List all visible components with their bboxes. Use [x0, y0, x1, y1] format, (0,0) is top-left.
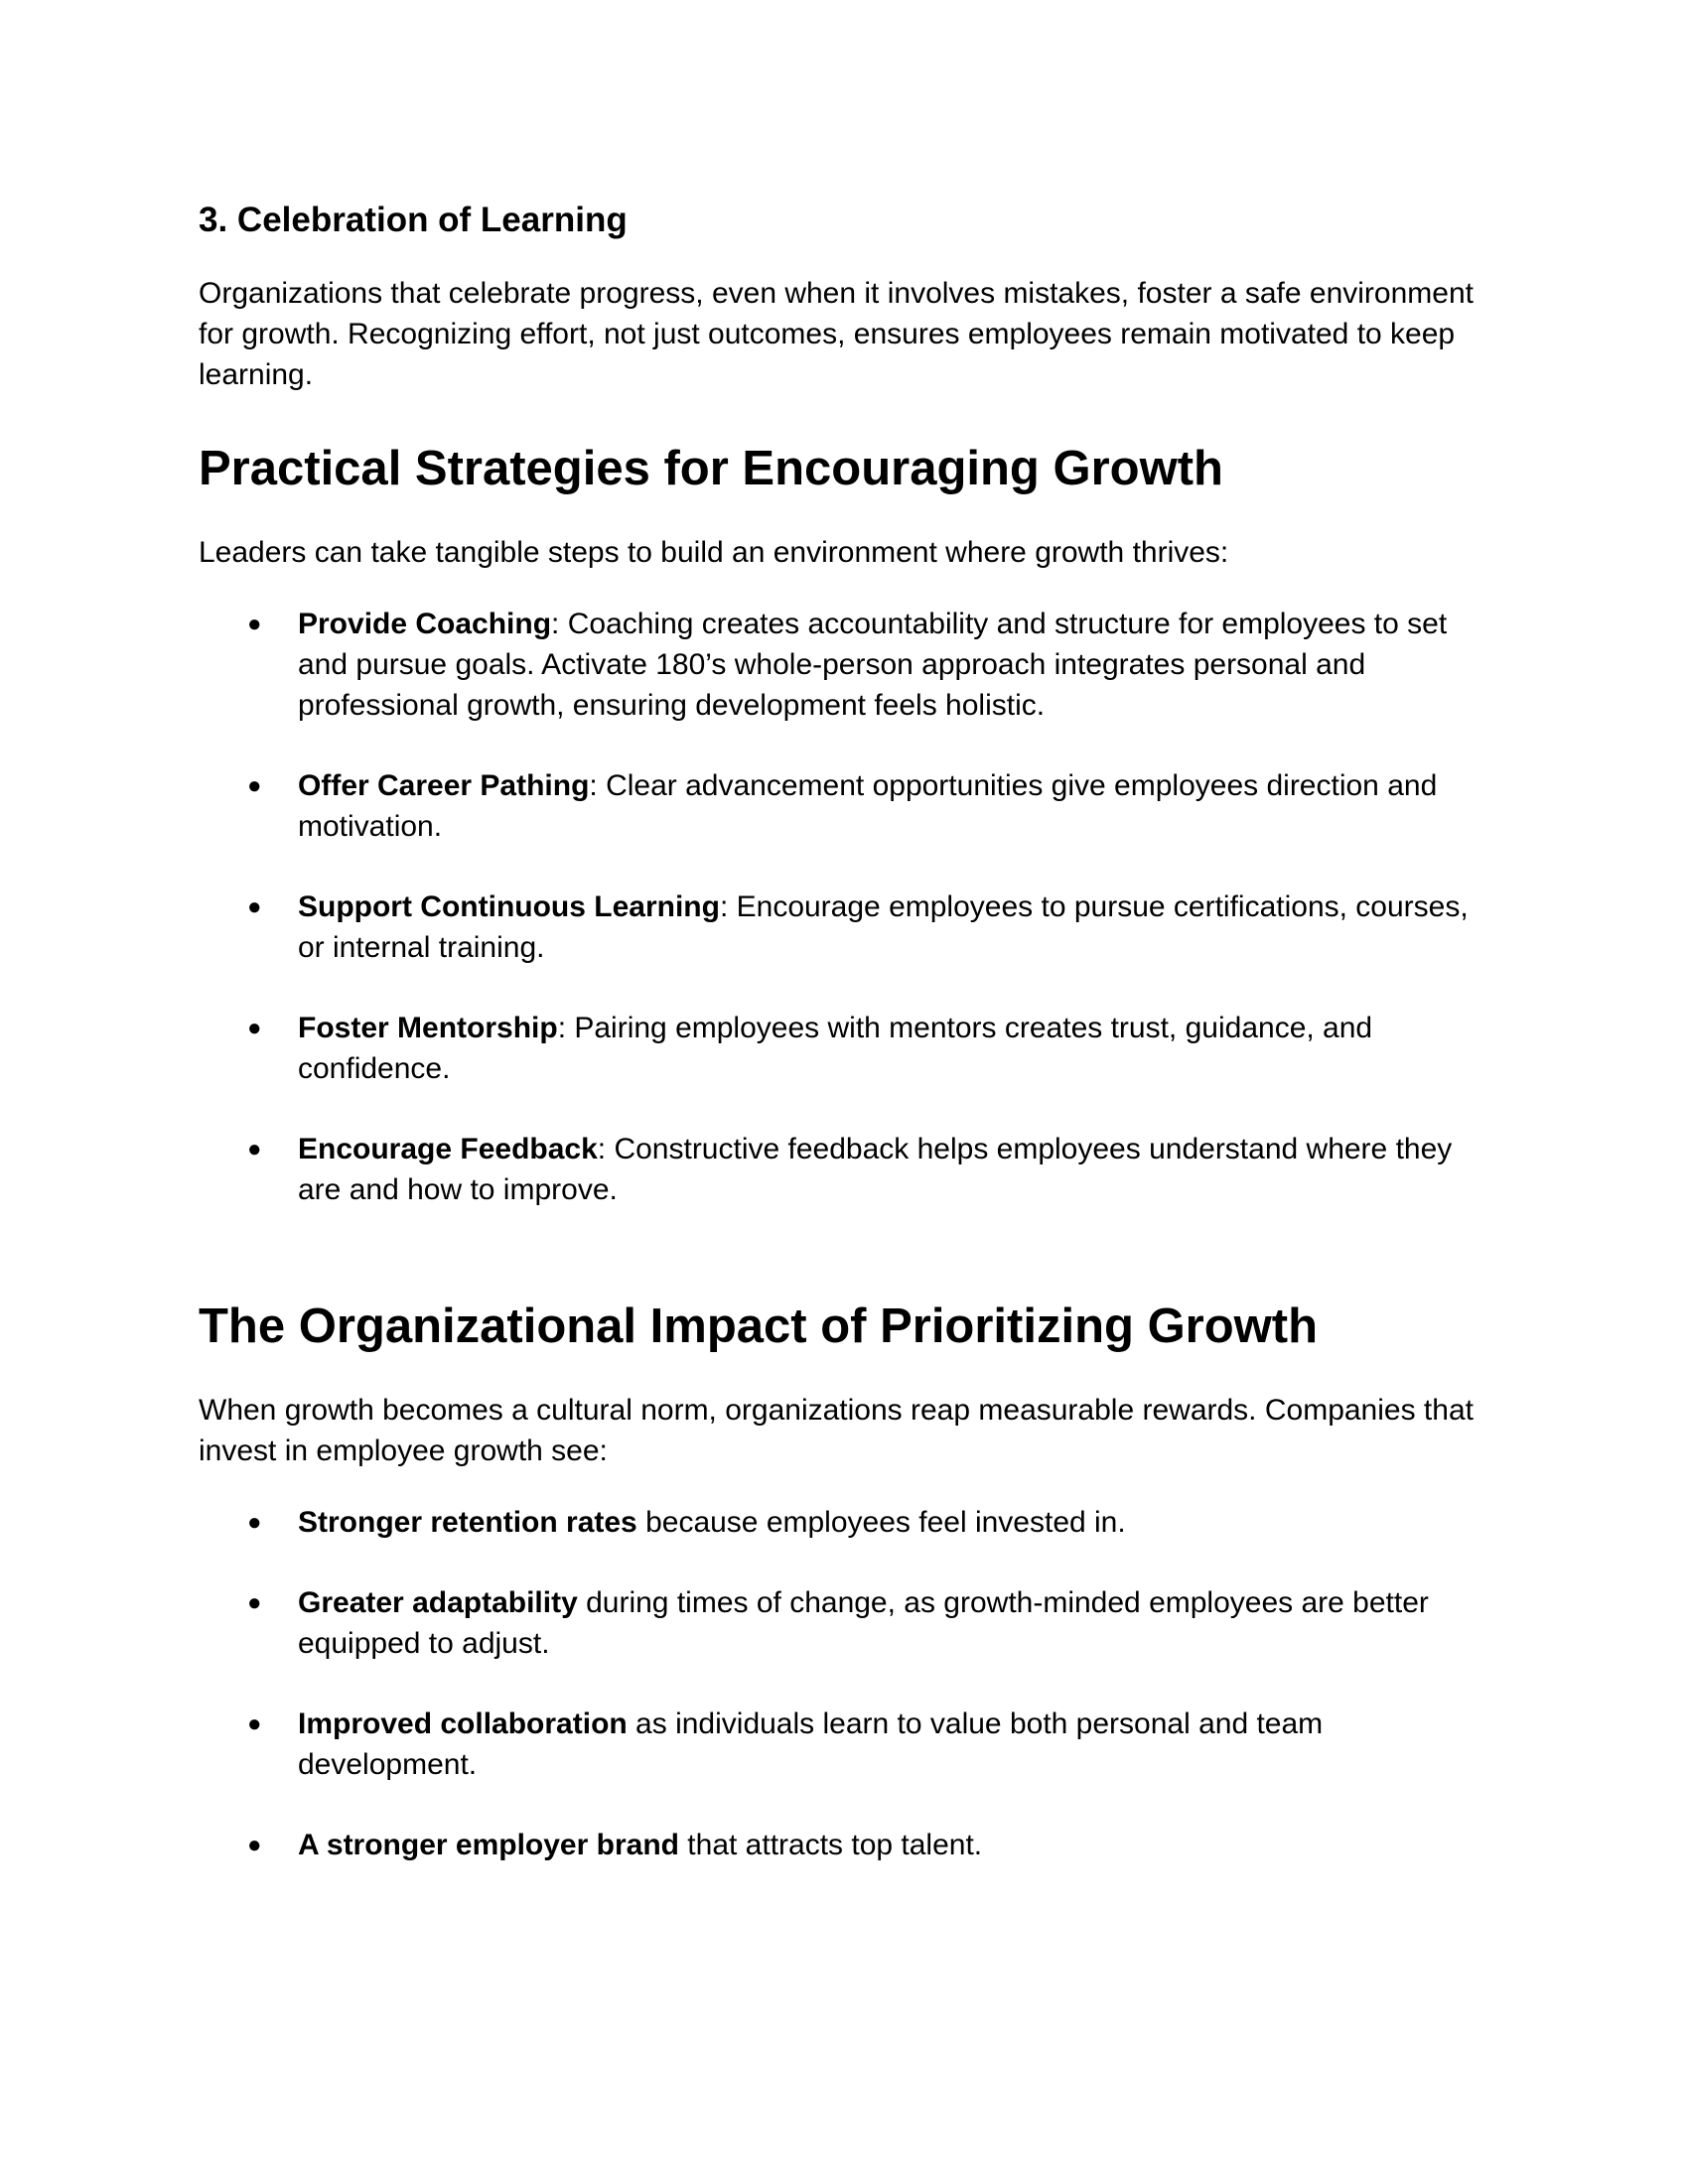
list-item-text: during times of change, as growth-minded employees are better equipped to adjust.	[298, 1586, 1429, 1660]
list-item	[199, 1008, 1489, 1089]
celebration-heading: 3. Celebration of Learning	[199, 201, 628, 239]
list-item	[199, 1502, 1489, 1543]
list-item	[199, 1582, 1489, 1664]
list-item-text: : Pairing employees with mentors creates trust, guidance, and confidence.	[298, 1012, 1373, 1085]
list-item-term: Provide Coaching	[298, 608, 552, 640]
list-item-term: Foster Mentorship	[298, 1012, 558, 1044]
impact-intro: When growth becomes a cultural norm, organizations reap measurable rewards. Companies that invest in employee growth see:	[199, 1394, 1474, 1467]
list-item-text: : Constructive feedback helps employees understand where they are and how to improve.	[298, 1133, 1453, 1206]
list-item-term: A stronger employer brand	[298, 1829, 679, 1861]
list-item	[199, 1704, 1489, 1785]
list-item-term: Encourage Feedback	[298, 1133, 598, 1165]
celebration-paragraph: Organizations that celebrate progress, even when it involves mistakes, foster a safe environment for growth. Recognizing effort, not just outcomes, ensures employees remain motivated to keep learning.	[199, 277, 1474, 391]
list-item-term: Support Continuous Learning	[298, 890, 720, 923]
list-item	[199, 1825, 1489, 1865]
list-item	[199, 604, 1489, 726]
impact-list	[199, 1502, 1489, 1865]
list-item-text: that attracts top talent.	[678, 1829, 983, 1861]
bullet-icon: ●	[247, 1509, 262, 1536]
document-page	[199, 197, 1489, 1865]
bullet-icon: ●	[247, 1589, 262, 1616]
list-item	[199, 765, 1489, 847]
list-item	[199, 1129, 1489, 1210]
list-item-term: Offer Career Pathing	[298, 769, 590, 802]
strategies-list	[199, 604, 1489, 1210]
list-item-text: as individuals learn to value both personal and team development.	[298, 1707, 1324, 1781]
list-item-text: : Clear advancement opportunities give employees direction and motivation.	[298, 769, 1438, 843]
bullet-icon: ●	[247, 1136, 262, 1162]
list-item-term: Stronger retention rates	[298, 1506, 637, 1539]
bullet-icon: ●	[247, 772, 262, 799]
list-item-term: Improved collaboration	[298, 1707, 628, 1740]
impact-heading: The Organizational Impact of Prioritizing Growth	[199, 1299, 1319, 1353]
list-item-term: Greater adaptability	[298, 1586, 578, 1619]
bullet-icon: ●	[247, 1832, 262, 1858]
list-item	[199, 887, 1489, 968]
list-item-text: : Encourage employees to pursue certifications, courses, or internal training.	[298, 890, 1469, 964]
bullet-icon: ●	[247, 893, 262, 920]
bullet-icon: ●	[247, 611, 262, 637]
bullet-icon: ●	[247, 1015, 262, 1041]
strategies-intro: Leaders can take tangible steps to build an environment where growth thrives:	[199, 536, 1229, 569]
bullet-icon: ●	[247, 1710, 262, 1737]
strategies-heading: Practical Strategies for Encouraging Growth	[199, 442, 1223, 495]
list-item-text: : Coaching creates accountability and structure for employees to set and pursue goals. Activate 180’s whole-person approach integrates personal and professional growth, ensuring development feels holistic.	[298, 608, 1448, 722]
list-item-text: because employees feel invested in.	[636, 1506, 1126, 1539]
